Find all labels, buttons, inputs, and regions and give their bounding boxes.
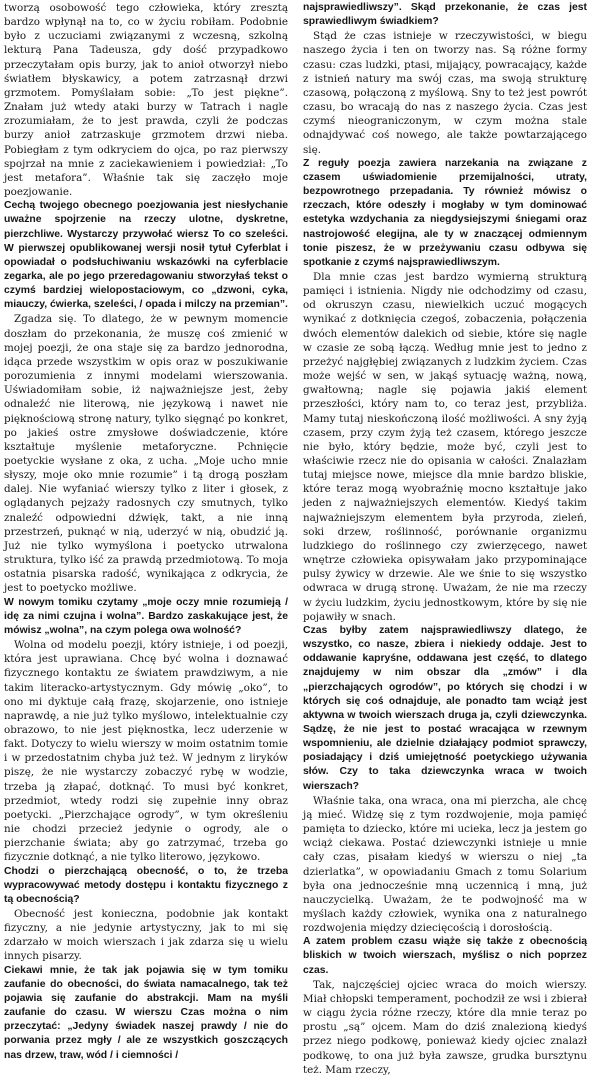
interview-answer: tworzą osobowość tego człowieka, który zresztą bardzo wpłynął na to, co w życiu robiłam. Podobnie było z uczuciami związanymi z wczesną, szkolną lekturą Pana Tadeusza, gdy dość przypadkowo przeczytałam opis burzy, jak to anioł otworzył niebo światłem błyskawicy, a potem zatrzasnął drzwi grzmotem. Pomyślałam sobie: „To jest piękne”. Znałam już wtedy ataki burzy w Tatrach i nagle zrozumiałam, że to jest prawda, czyli że podczas burzy anioł zatrzaskuje grzmotem drzwi nieba. Pobiegłam z tym odkryciem do ojca, po raz pierwszy spojrzał na mnie z zaciekawieniem i powiedział: „To jest metafora”. Właśnie tak się zaczęło moje poezjowanie.	[4, 2, 288, 199]
left-column	[4, 1, 288, 1061]
interview-question: najsprawiedliwszy”. Skąd przekonanie, że czas jest sprawiedliwym świadkiem?	[303, 2, 587, 28]
interview-answer: Zgadza się. To dlatego, że w pewnym momencie doszłam do przekonania, że muszę coś zmienić w mojej poezji, że ona staje się za bardzo jednorodna, idąca przede wszystkim w opis oraz w poszukiwanie porozumienia z innymi modelami wierszowania. Uświadomiłam sobie, iż najważniejsze jest, żeby odnaleźć nie literową, nie językową i nawet nie pięknościową stronę natury, tylko sięgnąć po konkret, po jakieś ostre zmysłowe doświadczenie, które kształtuje myślenie metaforyczne. Pchnięcie poetyckie wysłane z oka, z ucha. „Moje ucho mnie słyszy, moje oko mnie rozumie” i tą drogą poszłam dalej. Nie wyfaniać wierszy tylko z liter i głosek, z oglądanych pejzaży radosnych czy smutnych, tylko znaleźć odpowiedni dźwięk, takt, a nie inną przestrzeń, puknąć w nią, uderzyć w nią, obudzić ją. Już nie tylko wymyślona i poetycko utrwalona struktura, tylko iść za prawdą przedmiotową. To moja ostatnia pisarska radość, wynikająca z odkrycia, że jest to poetycko możliwe.	[4, 313, 288, 595]
interview-question: Z reguły poezja zawiera narzekania na związane z czasem uświadomienie przemijalności, utraty, bezpowrotnego przepadania. Ty również mówisz o rzeczach, które odeszły i mogłaby w tym dominować estetyka wzdychania za niegdysiejszymi śniegami oraz nastrojowość elegijna, ale ty w znaczącej odmiennym tonie piszesz, że w przeżywaniu czasu odbywa się spotkanie z czymś najsprawiedliwszym.	[303, 157, 587, 268]
interview-answer: Dla mnie czas jest bardzo wymierną strukturą pamięci i istnienia. Nigdy nie odchodzimy od czasu, od okruszyn czasu, niewielkich uczuć mogących wynikać z dotknięcia czegoś, zobaczenia, połączenia dwóch elementów dalekich od siebie, które się nagle w czasie ze sobą łączą. Według mnie jest to jedno z przeżyć najgłębiej związanych z ludzkim życiem. Czas może wejść w sen, w jakąś sytuację ważną, nową, gwałtowną; nagle się pojawia jakiś element przeszłości, który nam to, co teraz jest, przybliża. Mamy tutaj nieskończoną ilość możliwości. A sny żyją czasem, przy czym żyją też czasem, którego jeszcze nie było, który będzie, może być, czyli jest to właściwie rzecz nie do opisania w całości. Znalazłam tutaj miejsce nowe, miejsce dla mnie bardzo bliskie, które teraz mogą wyobraźnię mocno kształtuje jako jeden z najważniejszych elementów. Kiedyś takim najważniejszym elementem była przyroda, zieleń, soki drzew, roślinność, porównanie organizmu ludzkiego do roślinnego czy zwierzęcego, nawet wnętrze człowieka opisywałam jako przypominające pulsy żywicy w drzewie. Ale we śnie to się wszystko odwraca w drugą stronę. Uważam, że nie ma rzeczy w życiu ludzkim, życiu jednostkowym, które by się nie pojawiły w snach.	[303, 270, 587, 623]
interview-question: Czas byłby zatem najsprawiedliwszy dlatego, że wszystko, co nasze, zbiera i niekiedy oddaje. Jest to oddawanie kapryśne, oddawana jest część, to dlatego znajdujemy w nim obszar dla „zmów” i dla „pierzchających ogrodów”, po których się chodzi i w których się coś odnajduje, ale ponadto tam wciąż jest aktywna w twoich wierszach druga ja, czyli dziewczynka. Sądzę, że nie jest to postać wracająca w rzewnym wspomnieniu, ale dzielnie działający podmiot sprawczy, posiadający i dziś umiejętność poetyckiego używania słów. Czy to taka dziewczynka wraca w twoich wierszach?	[303, 624, 587, 792]
interview-question: W nowym tomiku czytamy „moje oczy mnie rozumieją / idę za nimi czujna i wolna”. Bardzo zaskakujące jest, że mówisz „wolna”, na czym polega owa wolność?	[4, 596, 288, 636]
right-column	[303, 1, 587, 1076]
interview-question: A zatem problem czasu wiąże się także z obecnością bliskich w twoich wierszach, myślisz o nich poprzez czas.	[303, 936, 587, 976]
interview-question: Cechą twojego obecnego poezjowania jest niesłychanie uważne spojrzenie na rzeczy ulotne, dyskretne, pierzchliwe. Wystarczy przywołać wiersz To co szeleści. W pierwszej opublikowanej wersji nosił tytuł Cyferblat i opowiadał o podsłuchiwaniu wskazówki na cyferblacie zegarka, ale po jego przeredagowaniu stworzyłaś tekst o czymś bardziej wielopostaciowym, co „dzwoni, cyka, miauczy, ćwierka, szeleści, / opada i milczy na przemian”.	[4, 200, 288, 311]
interview-question: Chodzi o pierzchającą obecność, o to, że trzeba wypracowywać metody dostępu i kontaktu fizycznego z tą obecnością?	[4, 865, 288, 905]
interview-question: Ciekawi mnie, że tak jak pojawia się w tym tomiku zaufanie do obecności, do świata namacalnego, tak też pojawia się zaufanie do abstrakcji. Mam na myśli zaufanie do czasu. W wierszu Czas można o nim przeczytać: „Jedyny świadek naszej prawdy / nie do porwania przez mgły / ale ze wszystkich goszczących nas drzew, traw, wód / i ciemności /	[4, 964, 288, 1061]
interview-answer: Właśnie taka, ona wraca, ona mi pierzcha, ale chcę ją mieć. Widzę się z tym rozdwojenie, moja pamięć pamięta to dziecko, które mi ucieka, lecz ja jestem go wciąż ciekawa. Postać dziewczynki istnieje u mnie cały czas, pisałam kiedyś w wierszu o niej „ta dzierlatka”, w opowiadaniu Gmach z tomu Solarium była ona jednocześnie mną uczennicą i mną, już nauczycielką. Uważam, że te podwojność ma w myślach każdy człowiek, wynika ona z naturalnego rozdwojenia między dziecięcością i dorosłością.	[303, 794, 587, 935]
interview-answer: Tak, najczęściej ojciec wraca do moich wierszy. Miał chłopski temperament, pochodził ze wsi i zbierał w ciągu życia różne rzeczy, które dla mnie teraz po prostu „są” ojcem. Mam do dziś znalezioną kiedyś przez niego podkowę, ponieważ kiedy ojciec znalazł podkowę, to ona już była zawsze, grudka bursztynu też. Mam rzeczy,	[303, 978, 587, 1076]
interview-answer: Wolna od modelu poezji, który istnieje, i od poezji, która jest uprawiana. Chcę być wolna i doznawać fizycznego kontaktu ze światem prawdziwym, a nie takim literacko-artystycznym. Gdy mówię „oko”, to ono mi dyktuje całą frazę, skojarzenie, ono istnieje naprawdę, a nie już tylko myślowo, intelektualnie czy obrazowo, to nie jest pięknostka, lecz uderzenie w fakt. Dotyczy to wielu wierszy w moim ostatnim tomie i w przedostatnim chyba już też. W jednym z liryków piszę, że nie wystarczy zobaczyć rybę w wodzie, trzeba ją złapać, dotknąć. To musi być konkret, przedmiot, wtedy rodzi się zupełnie inny obraz poetycki. „Pierzchające ogrody”, w tym określeniu nie chodzi przecież jedynie o ogrody, ale o pierzchanie świata; aby go zatrzymać, trzeba go fizycznie dotknąć, a nie tylko literowo, językowo.	[4, 639, 288, 864]
interview-answer: Stąd że czas istnieje w rzeczywistości, w biegu naszego życia i ten on tworzy nas. Są różne formy czasu: czas ludzki, ptasi, mijający, powracający, każde z istnień natury ma swój czas, ma swoją strukturę czasową, połączoną z myślową. Sny to też jest powrót czasu, bo wracają do nas z naszego życia. Czas jest czymś nieograniczonym, w czym można stale odnajdywać coś nowego, ale także powtarzającego się.	[303, 30, 587, 156]
interview-answer: Obecność jest konieczna, podobnie jak kontakt fizyczny, a nie jedynie artystyczny, jak to mi się zdarzało w moich wierszach i jak zdarza się u wielu innych pisarzy.	[4, 908, 288, 963]
